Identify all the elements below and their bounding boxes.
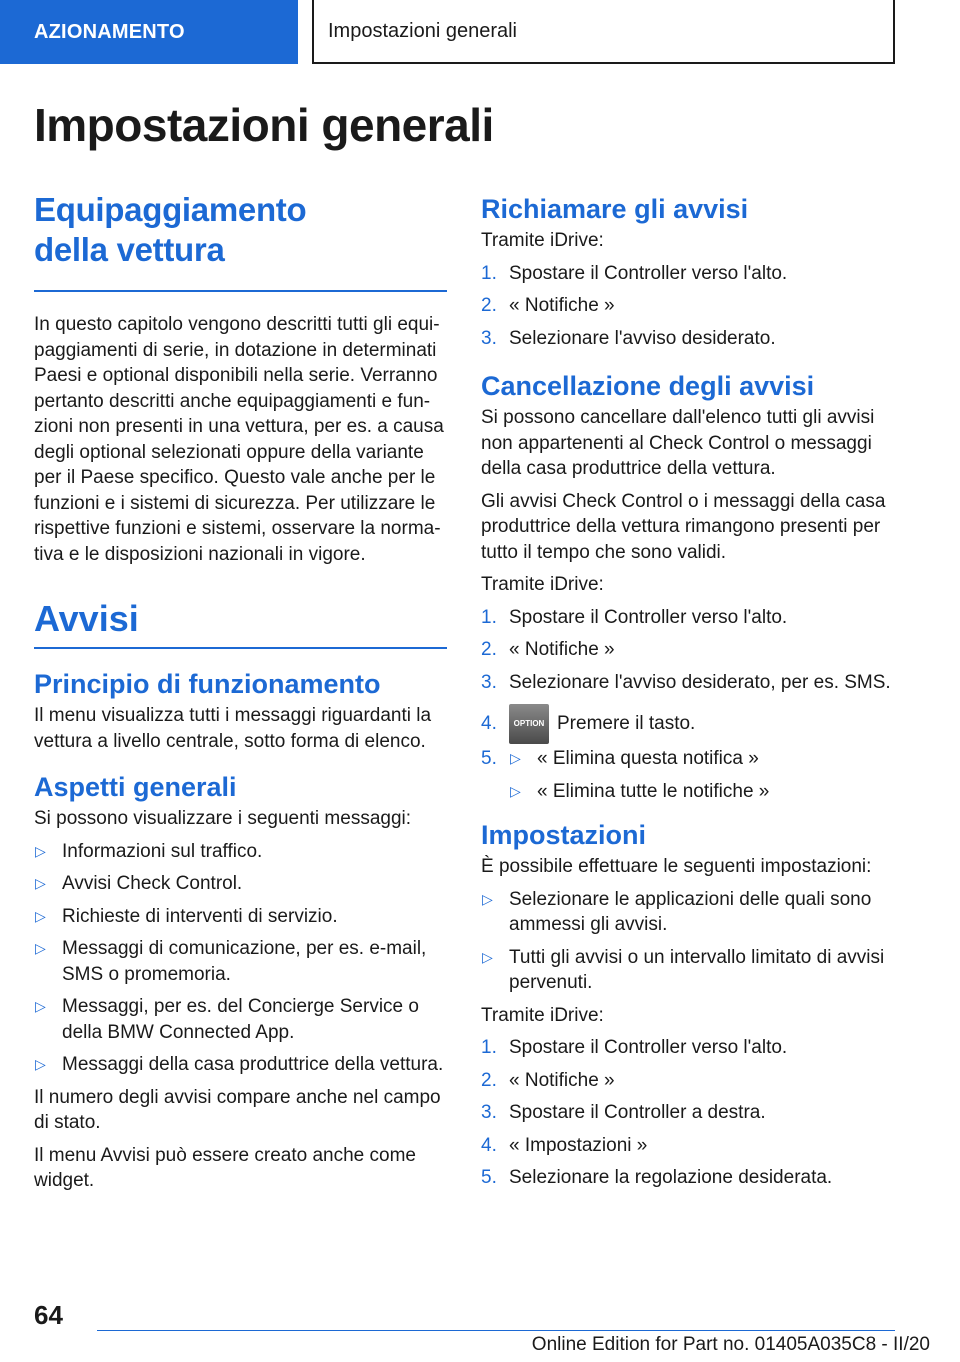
list-item: ▷ Selezionare le applicazioni delle quali sono ammessi gli avvisi. xyxy=(482,888,872,935)
page-number: 64 xyxy=(34,1300,63,1330)
step-item: 2. « Notifiche » xyxy=(481,639,615,660)
right-column xyxy=(481,192,894,1198)
step-item: 5. Selezionare la regolazione desiderata. xyxy=(481,1167,833,1188)
option-item: ▷ « Elimina tutte le notifiche » xyxy=(509,779,894,805)
option-item: ▷ « Elimina questa notifica » xyxy=(509,746,894,772)
equipment-heading: Equipaggiamento della vettura xyxy=(34,191,307,268)
richiamare-heading: Richiamare gli avvisi xyxy=(481,194,749,224)
bullet-icon: ▷ xyxy=(510,782,521,799)
list-item: ▷ Messaggi di comunicazione, per es. e-mail, SMS o promemoria. xyxy=(35,938,427,985)
message-type-list xyxy=(34,839,447,1078)
cancellazione-steps xyxy=(481,605,894,805)
bullet-icon: ▷ xyxy=(35,842,46,859)
equipment-text: In questo capitolo vengono descritti tutti gli equipaggiamenti di serie, in dotazione in determinati Paesi e optional disponibili nella serie. Verranno pertanto descritti anche equipaggiamenti e funzioni non presenti in una vettura, per es. a causa degli optional selezionati oppure della variante per il Paese specifico. Questo vale anche per le funzioni e i sistemi di sicurezza. Per utilizzare le rispettive funzioni e sistemi, osservare la normativa e le disposizioni nazionali in vigore. xyxy=(34,314,444,565)
step-item: 4. « Impostazioni » xyxy=(481,1134,648,1156)
list-item: ▷ Messaggi della casa produttrice della vettura. xyxy=(34,1052,447,1078)
richiamare-intro: Tramite iDrive: xyxy=(481,230,604,251)
step-item: 5. ▷ « Elimina questa notifica » ▷ « Elimina tutte le notifiche » xyxy=(481,746,894,804)
bullet-icon: ▷ xyxy=(510,750,521,766)
cancellazione-text-1: Si possono cancellare dall'elenco tutti gli avvisi non appartenenti al Check Control o messaggi della casa produttrice della vettura. xyxy=(481,407,875,479)
list-item: ▷ Messaggi, per es. del Concierge Service o della BMW Connected App. xyxy=(35,996,419,1043)
list-item: ▷ Informazioni sul traffico. xyxy=(34,839,447,865)
step-item: 3. Selezionare l'avviso desiderato, per es. SMS. xyxy=(481,671,891,693)
impostazioni-steps xyxy=(481,1035,894,1191)
bullet-icon: ▷ xyxy=(35,998,46,1014)
principio-text: Il menu visualizza tutti i messaggi riguardanti la vettura a livello centrale, sotto forma di elenco. xyxy=(34,705,432,752)
cancellazione-heading: Cancellazione degli avvisi xyxy=(481,371,815,401)
list-item: ▷ Tutti gli avvisi o un intervallo limitato di avvisi pervenuti. xyxy=(482,946,885,993)
impostazioni-heading: Impostazioni xyxy=(481,820,647,850)
page-title: Impostazioni generali xyxy=(34,99,494,151)
footer-rule xyxy=(97,1330,895,1331)
step-item: 2. « Notifiche » xyxy=(481,295,615,316)
step-item: 1. Spostare il Controller verso l'alto. xyxy=(481,606,788,628)
status-note: Il numero degli avvisi compare anche nel campo di stato. xyxy=(34,1086,441,1133)
step-item: 1. Spostare il Controller verso l'alto. xyxy=(481,262,788,284)
widget-note: Il menu Avvisi può essere creato anche come widget. xyxy=(34,1144,416,1191)
section-tab: AZIONAMENTO xyxy=(0,0,298,64)
step-item: 4. OPTION Premere il tasto. xyxy=(481,702,894,746)
impostazioni-intro: È possibile effettuare le seguenti impostazioni: xyxy=(481,856,872,877)
cancellazione-intro: Tramite iDrive: xyxy=(481,574,604,595)
option-button-icon: OPTION xyxy=(509,704,549,744)
bullet-icon: ▷ xyxy=(482,890,493,907)
step-item: 3. Spostare il Controller a destra. xyxy=(481,1102,766,1123)
bullet-icon: ▷ xyxy=(35,1056,46,1072)
aspetti-heading: Aspetti generali xyxy=(34,772,237,802)
step-item: 1. Spostare il Controller verso l'alto. xyxy=(481,1037,788,1058)
richiamare-steps xyxy=(481,261,894,352)
header-title: Impostazioni generali xyxy=(312,0,895,64)
avvisi-heading: Avvisi xyxy=(34,597,447,649)
cancellazione-text-2: Gli avvisi Check Control o i messaggi della casa produttrice della vettura rimangono presenti per tutto il tempo che sono validi. xyxy=(481,490,886,563)
step-item: 2. « Notifiche » xyxy=(481,1069,615,1091)
left-column xyxy=(34,190,447,1201)
equipment-rule xyxy=(34,290,447,292)
impostazioni-items xyxy=(481,887,894,996)
list-item: ▷ Richieste di interventi di servizio. xyxy=(34,904,447,930)
impostazioni-idrive: Tramite iDrive: xyxy=(481,1004,604,1026)
bullet-icon: ▷ xyxy=(35,907,46,924)
edition-note: Online Edition for Part no. 01405A035C8 - II/20 xyxy=(531,1334,930,1355)
bullet-icon: ▷ xyxy=(35,940,46,956)
list-item: ▷ Avvisi Check Control. xyxy=(34,871,447,897)
step-item: 3. Selezionare l'avviso desiderato. xyxy=(481,327,776,349)
bullet-icon: ▷ xyxy=(35,875,46,891)
bullet-icon: ▷ xyxy=(482,948,493,965)
step5-options xyxy=(509,746,894,804)
aspetti-intro: Si possono visualizzare i seguenti messaggi: xyxy=(34,808,412,829)
principio-heading: Principio di funzionamento xyxy=(34,669,381,699)
